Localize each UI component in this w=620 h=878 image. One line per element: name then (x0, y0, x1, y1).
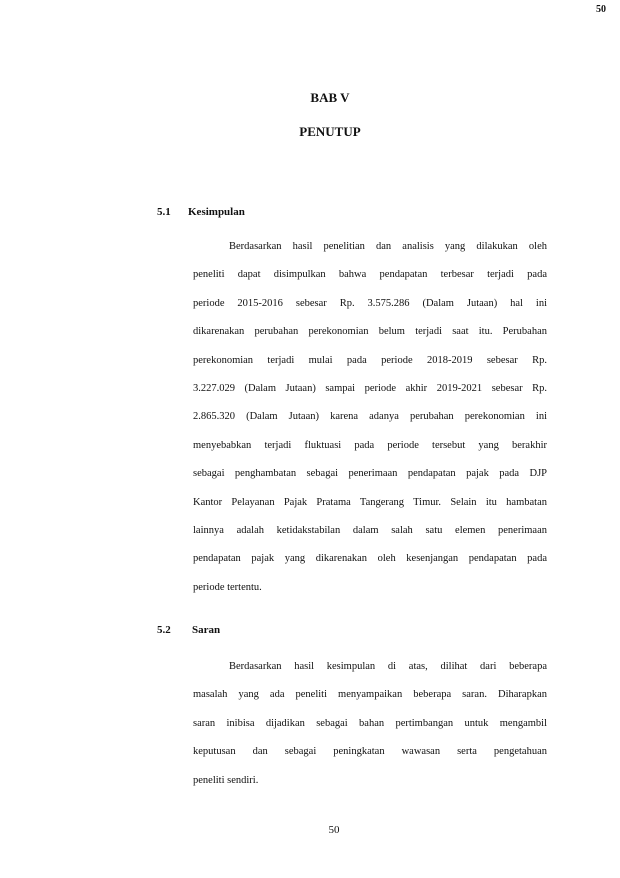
paragraph-line: periode 2015-2016 sebesar Rp. 3.575.286 (Dalam Jutaan) hal ini (193, 297, 547, 309)
section-heading-saran (157, 624, 220, 636)
paragraph-line: menyebabkan terjadi fluktuasi pada periode tersebut yang berakhir (193, 439, 547, 451)
section-number: 5.2 (157, 624, 171, 636)
paragraph-line: dikarenakan perubahan perekonomian belum terjadi saat itu. Perubahan (193, 326, 547, 338)
paragraph-line: Berdasarkan hasil penelitian dan analisis yang dilakukan oleh (229, 241, 547, 252)
paragraph-line: 2.865.320 (Dalam Jutaan) karena adanya perubahan perekonomian ini (193, 411, 547, 423)
section-title: Kesimpulan (188, 206, 245, 218)
paragraph-line: peneliti sendiri. (193, 774, 259, 786)
section-heading-kesimpulan (157, 206, 245, 218)
paragraph-line: lainnya adalah ketidakstabilan dalam salah satu elemen penerimaan (193, 524, 547, 536)
paragraph-line: periode tertentu. (193, 581, 262, 593)
paragraph-line: masalah yang ada peneliti menyampaikan beberapa saran. Diharapkan (193, 689, 547, 701)
paragraph-line: pendapatan pajak yang dikarenakan oleh kesenjangan pendapatan pada (193, 553, 547, 565)
section-title: Saran (192, 624, 221, 636)
paragraph-line: Berdasarkan hasil kesimpulan di atas, dilihat dari beberapa (229, 661, 547, 672)
chapter-subtitle: PENUTUP (299, 124, 361, 139)
paragraph-line: sebagai penghambatan sebagai penerimaan pendapatan pajak pada DJP (193, 468, 547, 480)
paragraph-line: perekonomian terjadi mulai pada periode 2018-2019 sebesar Rp. (193, 354, 547, 366)
paragraph-line: saran inibisa dijadikan sebagai bahan pertimbangan untuk mengambil (193, 717, 547, 729)
paragraph-line: keputusan dan sebagai peningkatan wawasan serta pengetahuan (193, 746, 547, 758)
header-page-number: 50 (596, 4, 606, 15)
paragraph-line: Kantor Pelayanan Pajak Pratama Tangerang Timur. Selain itu hambatan (193, 496, 547, 508)
chapter-title: BAB V (310, 90, 350, 105)
paragraph-line: 3.227.029 (Dalam Jutaan) sampai periode akhir 2019-2021 sebesar Rp. (193, 382, 547, 394)
section-number: 5.1 (157, 206, 171, 218)
paragraph-kesimpulan (193, 240, 547, 609)
paragraph-saran (193, 660, 547, 802)
paragraph-line: peneliti dapat disimpulkan bahwa pendapatan terbesar terjadi pada (193, 269, 547, 281)
footer-page-number: 50 (328, 824, 340, 836)
